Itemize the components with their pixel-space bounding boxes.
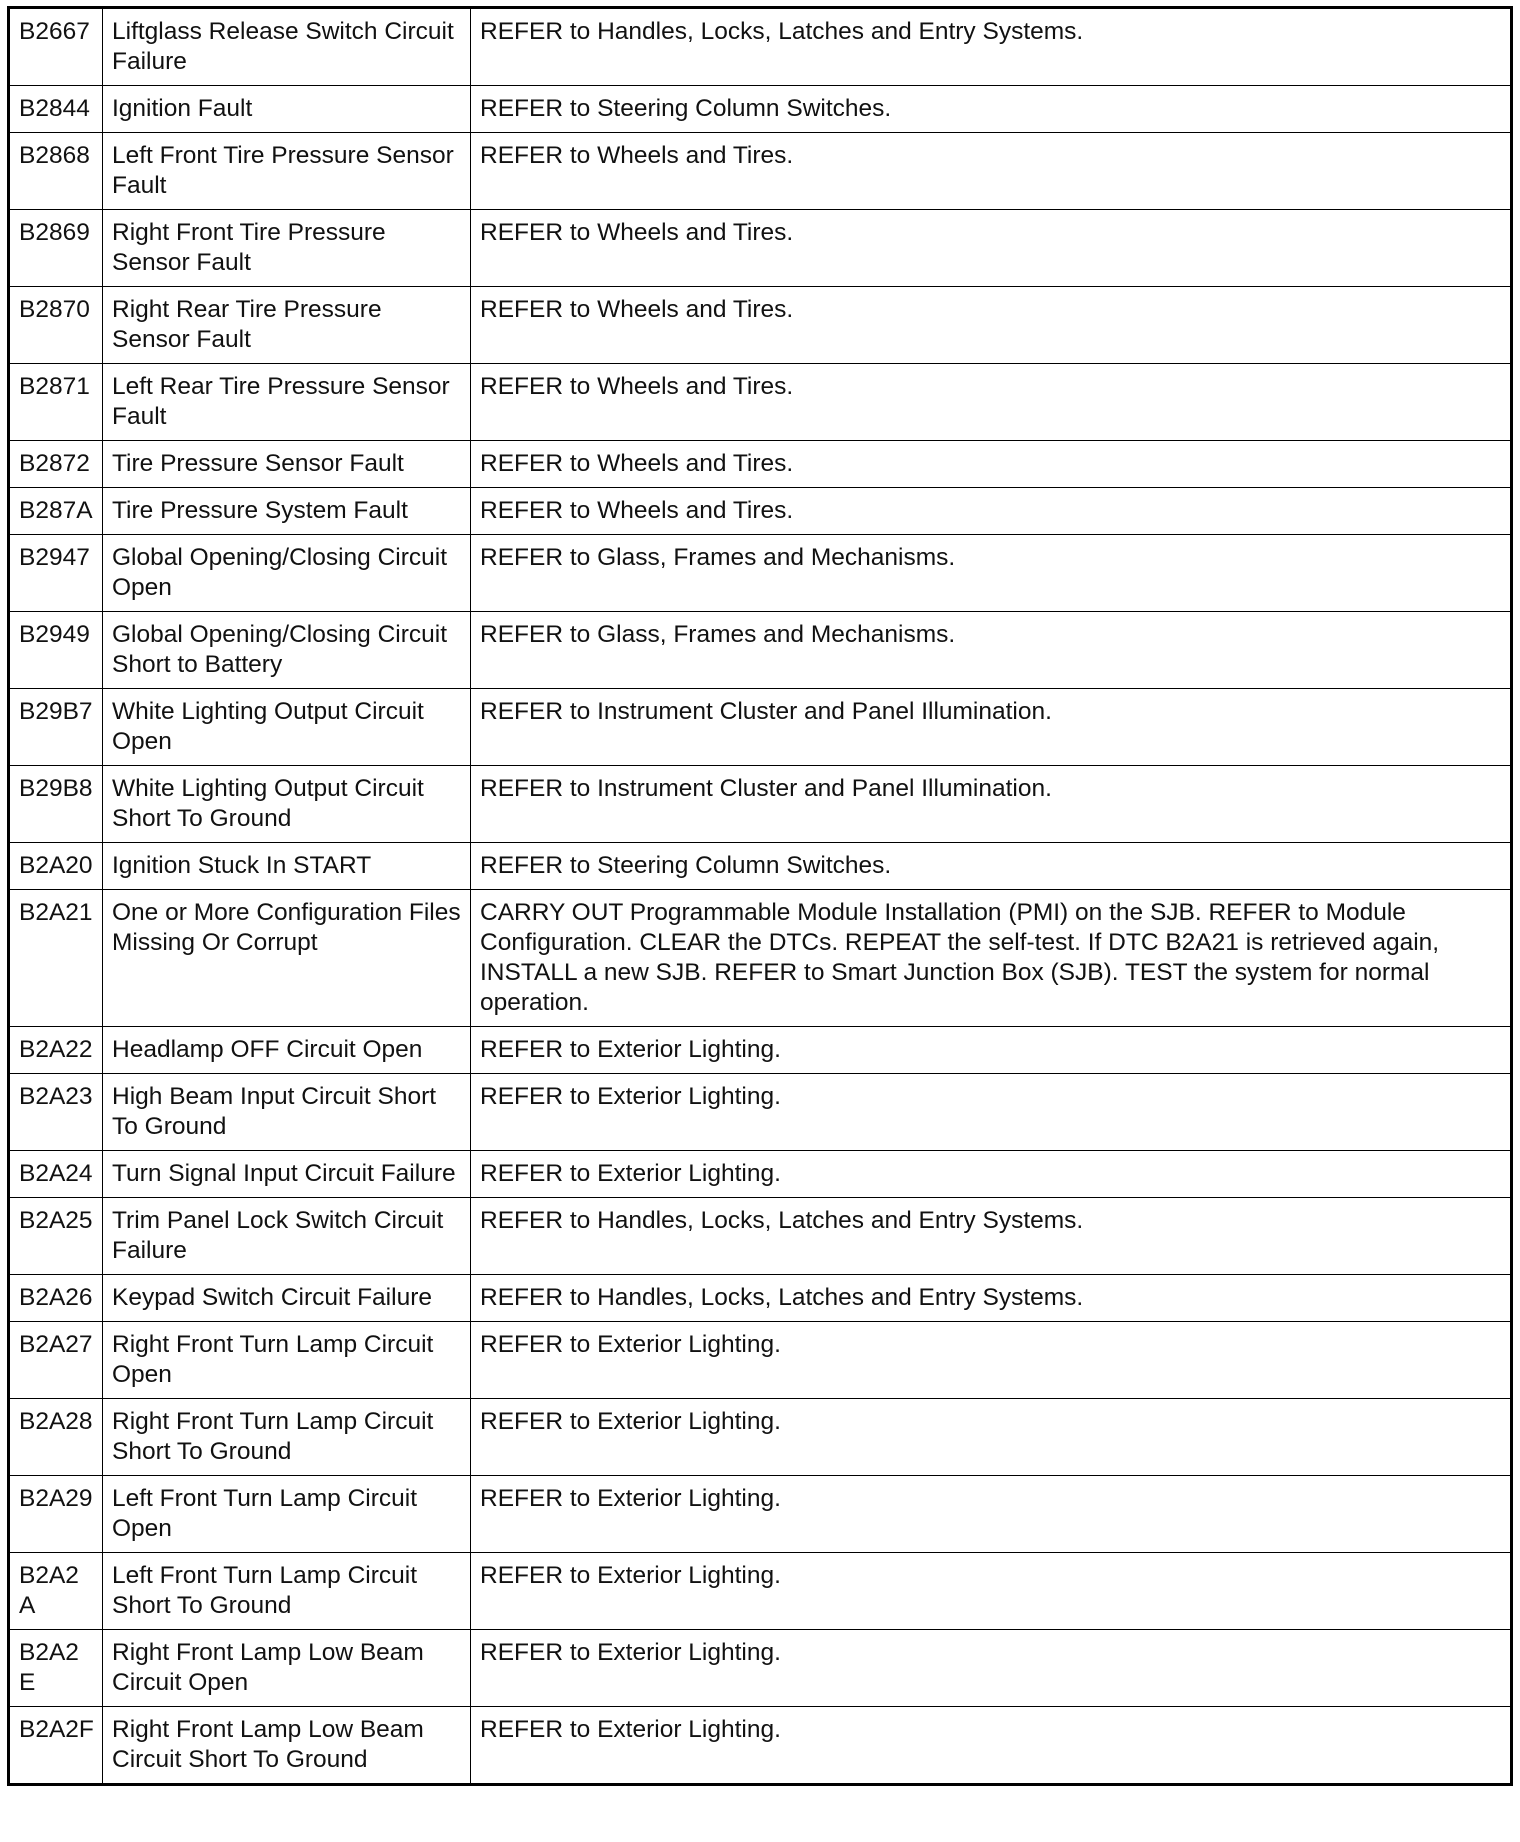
- dtc-action-cell: REFER to Exterior Lighting.: [471, 1027, 1512, 1074]
- dtc-description-cell: One or More Configuration Files Missing Or Corrupt: [103, 890, 471, 1027]
- dtc-code-cell: B2A2E: [9, 1630, 103, 1707]
- dtc-action-cell: REFER to Instrument Cluster and Panel Illumination.: [471, 766, 1512, 843]
- dtc-code-cell: B2A2F: [9, 1707, 103, 1785]
- dtc-action-cell: REFER to Wheels and Tires.: [471, 210, 1512, 287]
- dtc-code-cell: B2A28: [9, 1399, 103, 1476]
- dtc-description-cell: Left Front Turn Lamp Circuit Open: [103, 1476, 471, 1553]
- dtc-description-cell: Tire Pressure Sensor Fault: [103, 441, 471, 488]
- dtc-code-cell: B29B7: [9, 689, 103, 766]
- dtc-code-cell: B2872: [9, 441, 103, 488]
- dtc-action-cell: REFER to Exterior Lighting.: [471, 1476, 1512, 1553]
- dtc-action-cell: REFER to Exterior Lighting.: [471, 1074, 1512, 1151]
- dtc-description-cell: Left Front Tire Pressure Sensor Fault: [103, 133, 471, 210]
- table-row: [9, 1198, 1512, 1275]
- dtc-code-cell: B2A26: [9, 1275, 103, 1322]
- table-row: [9, 689, 1512, 766]
- dtc-description-cell: White Lighting Output Circuit Short To Ground: [103, 766, 471, 843]
- table-row: [9, 1275, 1512, 1322]
- dtc-code-cell: B2A2A: [9, 1553, 103, 1630]
- dtc-description-cell: Right Front Lamp Low Beam Circuit Open: [103, 1630, 471, 1707]
- dtc-code-cell: B2844: [9, 86, 103, 133]
- dtc-action-cell: REFER to Handles, Locks, Latches and Entry Systems.: [471, 1198, 1512, 1275]
- dtc-code-cell: B2871: [9, 364, 103, 441]
- dtc-code-cell: B2949: [9, 612, 103, 689]
- dtc-description-cell: Headlamp OFF Circuit Open: [103, 1027, 471, 1074]
- dtc-action-cell: REFER to Glass, Frames and Mechanisms.: [471, 612, 1512, 689]
- dtc-action-cell: REFER to Exterior Lighting.: [471, 1151, 1512, 1198]
- dtc-code-cell: B2947: [9, 535, 103, 612]
- dtc-action-cell: REFER to Exterior Lighting.: [471, 1630, 1512, 1707]
- dtc-code-cell: B2A29: [9, 1476, 103, 1553]
- dtc-description-cell: Ignition Stuck In START: [103, 843, 471, 890]
- dtc-description-cell: Right Front Lamp Low Beam Circuit Short To Ground: [103, 1707, 471, 1785]
- dtc-code-cell: B2667: [9, 8, 103, 86]
- table-row: [9, 1322, 1512, 1399]
- dtc-code-cell: B2A20: [9, 843, 103, 890]
- dtc-description-cell: Right Rear Tire Pressure Sensor Fault: [103, 287, 471, 364]
- dtc-description-cell: Turn Signal Input Circuit Failure: [103, 1151, 471, 1198]
- dtc-description-cell: Global Opening/Closing Circuit Open: [103, 535, 471, 612]
- table-row: [9, 133, 1512, 210]
- dtc-description-cell: Global Opening/Closing Circuit Short to Battery: [103, 612, 471, 689]
- dtc-description-cell: Right Front Tire Pressure Sensor Fault: [103, 210, 471, 287]
- dtc-action-cell: REFER to Wheels and Tires.: [471, 488, 1512, 535]
- dtc-action-cell: REFER to Wheels and Tires.: [471, 364, 1512, 441]
- dtc-code-cell: B2868: [9, 133, 103, 210]
- dtc-action-cell: REFER to Handles, Locks, Latches and Entry Systems.: [471, 1275, 1512, 1322]
- dtc-code-cell: B2869: [9, 210, 103, 287]
- dtc-description-cell: Tire Pressure System Fault: [103, 488, 471, 535]
- dtc-code-cell: B287A: [9, 488, 103, 535]
- dtc-action-cell: REFER to Exterior Lighting.: [471, 1322, 1512, 1399]
- table-row: [9, 766, 1512, 843]
- dtc-code-cell: B29B8: [9, 766, 103, 843]
- dtc-description-cell: Left Rear Tire Pressure Sensor Fault: [103, 364, 471, 441]
- table-row: [9, 210, 1512, 287]
- table-row: [9, 612, 1512, 689]
- dtc-description-cell: High Beam Input Circuit Short To Ground: [103, 1074, 471, 1151]
- table-row: [9, 1476, 1512, 1553]
- table-row: [9, 535, 1512, 612]
- dtc-code-cell: B2A25: [9, 1198, 103, 1275]
- table-row: [9, 287, 1512, 364]
- table-row: [9, 1399, 1512, 1476]
- table-row: [9, 1074, 1512, 1151]
- dtc-action-cell: REFER to Handles, Locks, Latches and Entry Systems.: [471, 8, 1512, 86]
- dtc-action-cell: REFER to Wheels and Tires.: [471, 287, 1512, 364]
- dtc-action-cell: REFER to Steering Column Switches.: [471, 843, 1512, 890]
- dtc-action-cell: CARRY OUT Programmable Module Installation (PMI) on the SJB. REFER to Module Configuration. CLEAR the DTCs. REPEAT the self-test. If DTC B2A21 is retrieved again, INSTALL a new SJB. REFER to Smart Junction Box (SJB). TEST the system for normal operation.: [471, 890, 1512, 1027]
- table-row: [9, 1630, 1512, 1707]
- dtc-action-cell: REFER to Exterior Lighting.: [471, 1399, 1512, 1476]
- dtc-description-cell: Right Front Turn Lamp Circuit Open: [103, 1322, 471, 1399]
- dtc-description-cell: Left Front Turn Lamp Circuit Short To Ground: [103, 1553, 471, 1630]
- dtc-code-cell: B2A24: [9, 1151, 103, 1198]
- table-row: [9, 1151, 1512, 1198]
- table-row: [9, 86, 1512, 133]
- table-row: [9, 488, 1512, 535]
- dtc-table-body: [9, 8, 1512, 1785]
- dtc-description-cell: White Lighting Output Circuit Open: [103, 689, 471, 766]
- dtc-action-cell: REFER to Wheels and Tires.: [471, 441, 1512, 488]
- dtc-code-cell: B2A22: [9, 1027, 103, 1074]
- table-row: [9, 364, 1512, 441]
- dtc-action-cell: REFER to Glass, Frames and Mechanisms.: [471, 535, 1512, 612]
- dtc-description-cell: Liftglass Release Switch Circuit Failure: [103, 8, 471, 86]
- dtc-action-cell: REFER to Exterior Lighting.: [471, 1553, 1512, 1630]
- dtc-table: [7, 6, 1513, 1786]
- table-row: [9, 843, 1512, 890]
- dtc-code-cell: B2870: [9, 287, 103, 364]
- dtc-code-cell: B2A23: [9, 1074, 103, 1151]
- table-row: [9, 890, 1512, 1027]
- dtc-action-cell: REFER to Instrument Cluster and Panel Illumination.: [471, 689, 1512, 766]
- dtc-action-cell: REFER to Wheels and Tires.: [471, 133, 1512, 210]
- table-row: [9, 441, 1512, 488]
- table-row: [9, 1707, 1512, 1785]
- dtc-description-cell: Keypad Switch Circuit Failure: [103, 1275, 471, 1322]
- dtc-description-cell: Trim Panel Lock Switch Circuit Failure: [103, 1198, 471, 1275]
- dtc-action-cell: REFER to Steering Column Switches.: [471, 86, 1512, 133]
- dtc-description-cell: Ignition Fault: [103, 86, 471, 133]
- dtc-code-cell: B2A21: [9, 890, 103, 1027]
- dtc-action-cell: REFER to Exterior Lighting.: [471, 1707, 1512, 1785]
- table-row: [9, 1553, 1512, 1630]
- table-row: [9, 1027, 1512, 1074]
- dtc-description-cell: Right Front Turn Lamp Circuit Short To Ground: [103, 1399, 471, 1476]
- table-row: [9, 8, 1512, 86]
- dtc-code-cell: B2A27: [9, 1322, 103, 1399]
